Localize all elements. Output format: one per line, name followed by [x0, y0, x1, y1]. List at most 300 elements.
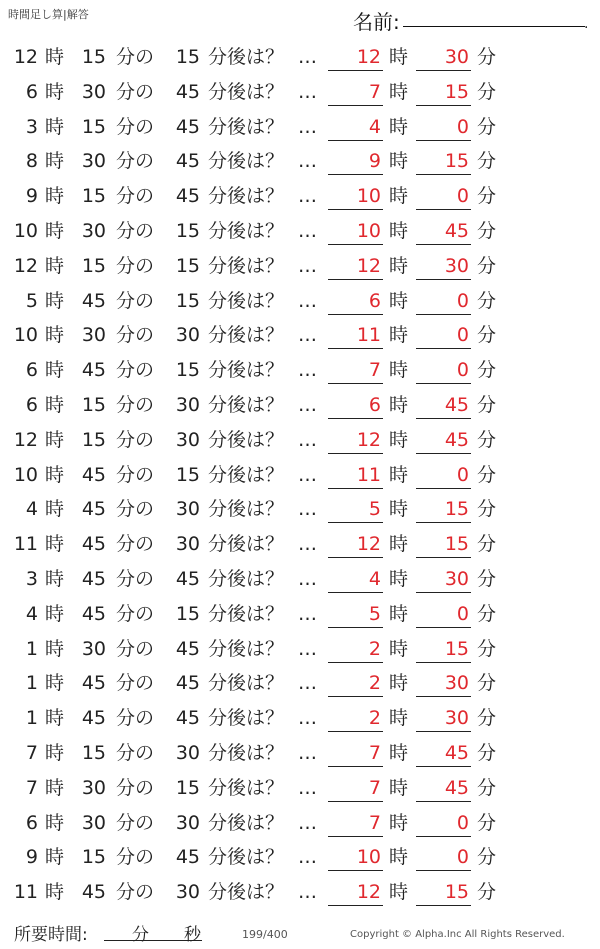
start-minute: 15: [81, 846, 106, 869]
start-hour: 6: [25, 811, 38, 834]
minute-of-label: 分の: [116, 881, 155, 904]
answer-minute-label: 分: [477, 707, 497, 730]
added-minutes: 30: [175, 428, 200, 451]
footer: [0, 914, 600, 944]
start-minute: 30: [81, 811, 106, 834]
answer-hour-label: 時: [389, 289, 409, 312]
hour-label: 時: [45, 846, 65, 869]
answer-hour-label: 時: [389, 254, 409, 277]
start-hour: 5: [25, 289, 38, 312]
after-question-label: 分後は？: [208, 289, 285, 312]
answer-minute-label: 分: [477, 567, 497, 590]
after-question-label: 分後は？: [208, 881, 285, 904]
hour-label: 時: [45, 150, 65, 173]
answer-hour[interactable]: 2: [328, 632, 383, 663]
hour-label: 時: [45, 707, 65, 730]
start-minute: 15: [81, 185, 106, 208]
problem-row: [0, 318, 600, 353]
added-minutes: 45: [175, 185, 200, 208]
answer-minute[interactable]: 0: [416, 458, 471, 489]
hour-label: 時: [45, 46, 65, 68]
hour-label: 時: [45, 324, 65, 347]
answer-hour[interactable]: 12: [328, 527, 383, 558]
answer-minute-label: 分: [477, 533, 497, 556]
added-minutes: 15: [175, 463, 200, 486]
answer-minute[interactable]: 0: [416, 806, 471, 837]
start-hour: 12: [13, 428, 38, 451]
answer-minute[interactable]: 45: [416, 214, 471, 245]
start-hour: 6: [25, 359, 38, 382]
start-minute: 15: [81, 254, 106, 277]
answer-hour-label: 時: [389, 672, 409, 695]
start-hour: 7: [25, 741, 38, 764]
answer-hour[interactable]: 2: [328, 701, 383, 732]
after-question-label: 分後は？: [208, 811, 285, 834]
name-field-end-dot: .: [584, 16, 589, 32]
problem-row: [0, 144, 600, 179]
answer-minute[interactable]: 15: [416, 492, 471, 523]
start-minute: 45: [81, 881, 106, 904]
page-number: 199/400: [242, 928, 288, 941]
problem-row: [0, 249, 600, 284]
start-hour: 9: [25, 185, 38, 208]
answer-hour[interactable]: 2: [328, 666, 383, 697]
hour-label: 時: [45, 219, 65, 242]
hour-label: 時: [45, 498, 65, 521]
answer-hour-label: 時: [389, 115, 409, 138]
answer-minute[interactable]: 45: [416, 423, 471, 454]
answer-minute[interactable]: 0: [416, 597, 471, 628]
start-hour: 4: [25, 498, 38, 521]
problem-list: [0, 40, 600, 910]
ellipsis: …: [298, 533, 317, 556]
answer-hour[interactable]: 12: [328, 40, 383, 71]
answer-minute-label: 分: [477, 602, 497, 625]
minute-of-label: 分の: [116, 567, 155, 590]
answer-minute[interactable]: 15: [416, 144, 471, 175]
after-question-label: 分後は？: [208, 498, 285, 521]
added-minutes: 45: [175, 80, 200, 103]
ellipsis: …: [298, 324, 317, 347]
minute-of-label: 分の: [116, 359, 155, 382]
ellipsis: …: [298, 115, 317, 138]
start-hour: 7: [25, 776, 38, 799]
added-minutes: 30: [175, 881, 200, 904]
hour-label: 時: [45, 533, 65, 556]
answer-minute[interactable]: 15: [416, 875, 471, 906]
hour-label: 時: [45, 881, 65, 904]
answer-minute-label: 分: [477, 185, 497, 208]
minute-of-label: 分の: [116, 150, 155, 173]
answer-minute[interactable]: 0: [416, 179, 471, 210]
answer-minute-label: 分: [477, 498, 497, 521]
answer-hour-label: 時: [389, 498, 409, 521]
minute-of-label: 分の: [116, 637, 155, 660]
start-minute: 45: [81, 567, 106, 590]
added-minutes: 30: [175, 324, 200, 347]
ellipsis: …: [298, 707, 317, 730]
start-hour: 6: [25, 393, 38, 416]
answer-minute-label: 分: [477, 359, 497, 382]
hour-label: 時: [45, 776, 65, 799]
ellipsis: …: [298, 498, 317, 521]
problem-row: [0, 110, 600, 145]
after-question-label: 分後は？: [208, 741, 285, 764]
start-minute: 30: [81, 776, 106, 799]
minute-of-label: 分の: [116, 185, 155, 208]
answer-minute-label: 分: [477, 463, 497, 486]
after-question-label: 分後は？: [208, 463, 285, 486]
answer-hour-label: 時: [389, 80, 409, 103]
copyright: Copyright © Alpha.Inc All Rights Reserved.: [350, 929, 565, 940]
answer-minute[interactable]: 15: [416, 75, 471, 106]
minute-of-label: 分の: [116, 219, 155, 242]
added-minutes: 45: [175, 707, 200, 730]
start-hour: 9: [25, 846, 38, 869]
minute-of-label: 分の: [116, 498, 155, 521]
start-hour: 1: [25, 707, 38, 730]
answer-minute[interactable]: 15: [416, 527, 471, 558]
answer-minute[interactable]: 30: [416, 249, 471, 280]
answer-minute-label: 分: [477, 254, 497, 277]
answer-minute-label: 分: [477, 741, 497, 764]
ellipsis: …: [298, 393, 317, 416]
start-hour: 11: [13, 881, 38, 904]
ellipsis: …: [298, 185, 317, 208]
problem-row: [0, 458, 600, 493]
problem-row: [0, 840, 600, 875]
problem-row: [0, 736, 600, 771]
answer-hour-label: 時: [389, 359, 409, 382]
ellipsis: …: [298, 567, 317, 590]
answer-hour[interactable]: 10: [328, 840, 383, 871]
minute-of-label: 分の: [116, 428, 155, 451]
answer-hour[interactable]: 11: [328, 318, 383, 349]
start-minute: 15: [81, 741, 106, 764]
after-question-label: 分後は？: [208, 150, 285, 173]
start-hour: 10: [13, 219, 38, 242]
answer-hour-label: 時: [389, 219, 409, 242]
minute-of-label: 分の: [116, 707, 155, 730]
after-question-label: 分後は？: [208, 393, 285, 416]
start-hour: 10: [13, 463, 38, 486]
start-minute: 30: [81, 219, 106, 242]
start-minute: 15: [81, 393, 106, 416]
start-minute: 30: [81, 150, 106, 173]
answer-hour[interactable]: 9: [328, 144, 383, 175]
minute-of-label: 分の: [116, 776, 155, 799]
added-minutes: 45: [175, 150, 200, 173]
start-minute: 45: [81, 707, 106, 730]
start-minute: 45: [81, 359, 106, 382]
minute-of-label: 分の: [116, 846, 155, 869]
added-minutes: 45: [175, 567, 200, 590]
hour-label: 時: [45, 359, 65, 382]
ellipsis: …: [298, 881, 317, 904]
ellipsis: …: [298, 219, 317, 242]
start-minute: 30: [81, 324, 106, 347]
minute-of-label: 分の: [116, 324, 155, 347]
start-hour: 4: [25, 602, 38, 625]
minute-of-label: 分の: [116, 602, 155, 625]
start-hour: 8: [25, 150, 38, 173]
answer-minute-label: 分: [477, 324, 497, 347]
name-label: 名前:: [353, 10, 400, 34]
answer-minute-label: 分: [477, 672, 497, 695]
answer-hour[interactable]: 4: [328, 110, 383, 141]
problem-row: [0, 632, 600, 667]
answer-hour-label: 時: [389, 567, 409, 590]
hour-label: 時: [45, 115, 65, 138]
minute-of-label: 分の: [116, 393, 155, 416]
problem-row: [0, 353, 600, 388]
after-question-label: 分後は？: [208, 359, 285, 382]
minute-of-label: 分の: [116, 811, 155, 834]
start-hour: 12: [13, 46, 38, 68]
after-question-label: 分後は？: [208, 324, 285, 347]
minute-of-label: 分の: [116, 289, 155, 312]
ellipsis: …: [298, 846, 317, 869]
problem-row: [0, 284, 600, 319]
answer-hour-label: 時: [389, 881, 409, 904]
hour-label: 時: [45, 672, 65, 695]
answer-hour[interactable]: 12: [328, 249, 383, 280]
answer-hour-label: 時: [389, 393, 409, 416]
after-question-label: 分後は？: [208, 80, 285, 103]
answer-minute[interactable]: 30: [416, 40, 471, 71]
added-minutes: 15: [175, 359, 200, 382]
after-question-label: 分後は？: [208, 602, 285, 625]
problem-row: [0, 179, 600, 214]
answer-minute[interactable]: 45: [416, 388, 471, 419]
start-hour: 3: [25, 567, 38, 590]
answer-hour[interactable]: 6: [328, 388, 383, 419]
answer-minute-label: 分: [477, 115, 497, 138]
after-question-label: 分後は？: [208, 219, 285, 242]
problem-row: [0, 527, 600, 562]
added-minutes: 15: [175, 602, 200, 625]
after-question-label: 分後は？: [208, 707, 285, 730]
added-minutes: 45: [175, 115, 200, 138]
required-time-second-unit: 秒: [184, 925, 201, 945]
answer-minute-label: 分: [477, 846, 497, 869]
start-minute: 30: [81, 637, 106, 660]
answer-hour-label: 時: [389, 150, 409, 173]
answer-minute[interactable]: 30: [416, 666, 471, 697]
answer-hour[interactable]: 10: [328, 179, 383, 210]
after-question-label: 分後は？: [208, 254, 285, 277]
problem-row: [0, 75, 600, 110]
minute-of-label: 分の: [116, 46, 155, 68]
start-minute: 45: [81, 672, 106, 695]
added-minutes: 15: [175, 289, 200, 312]
answer-hour[interactable]: 5: [328, 492, 383, 523]
hour-label: 時: [45, 254, 65, 277]
start-minute: 15: [81, 46, 106, 68]
minute-of-label: 分の: [116, 254, 155, 277]
answer-minute[interactable]: 0: [416, 318, 471, 349]
after-question-label: 分後は？: [208, 776, 285, 799]
ellipsis: …: [298, 359, 317, 382]
ellipsis: …: [298, 776, 317, 799]
answer-minute[interactable]: 30: [416, 562, 471, 593]
after-question-label: 分後は？: [208, 637, 285, 660]
minute-of-label: 分の: [116, 533, 155, 556]
after-question-label: 分後は？: [208, 115, 285, 138]
start-minute: 45: [81, 498, 106, 521]
answer-minute[interactable]: 45: [416, 771, 471, 802]
hour-label: 時: [45, 80, 65, 103]
answer-hour-label: 時: [389, 811, 409, 834]
ellipsis: …: [298, 811, 317, 834]
problem-row: [0, 701, 600, 736]
problem-row: [0, 666, 600, 701]
answer-hour[interactable]: 12: [328, 423, 383, 454]
answer-minute-label: 分: [477, 811, 497, 834]
answer-minute-label: 分: [477, 219, 497, 242]
answer-hour[interactable]: 11: [328, 458, 383, 489]
hour-label: 時: [45, 602, 65, 625]
answer-hour[interactable]: 7: [328, 353, 383, 384]
start-minute: 45: [81, 463, 106, 486]
problem-row: [0, 597, 600, 632]
after-question-label: 分後は？: [208, 567, 285, 590]
start-minute: 15: [81, 115, 106, 138]
added-minutes: 15: [175, 254, 200, 277]
hour-label: 時: [45, 185, 65, 208]
answer-minute-label: 分: [477, 881, 497, 904]
hour-label: 時: [45, 811, 65, 834]
start-hour: 11: [13, 533, 38, 556]
ellipsis: …: [298, 637, 317, 660]
answer-minute-label: 分: [477, 776, 497, 799]
problem-row: [0, 423, 600, 458]
start-minute: 45: [81, 602, 106, 625]
after-question-label: 分後は？: [208, 846, 285, 869]
minute-of-label: 分の: [116, 741, 155, 764]
after-question-label: 分後は？: [208, 428, 285, 451]
ellipsis: …: [298, 46, 317, 68]
minute-of-label: 分の: [116, 115, 155, 138]
ellipsis: …: [298, 150, 317, 173]
problem-row: [0, 214, 600, 249]
added-minutes: 30: [175, 393, 200, 416]
worksheet-title: 時間足し算|解答: [8, 8, 89, 21]
answer-hour-label: 時: [389, 428, 409, 451]
answer-hour[interactable]: 12: [328, 875, 383, 906]
ellipsis: …: [298, 254, 317, 277]
start-hour: 12: [13, 254, 38, 277]
answer-minute-label: 分: [477, 637, 497, 660]
added-minutes: 45: [175, 672, 200, 695]
answer-minute[interactable]: 30: [416, 701, 471, 732]
answer-minute[interactable]: 0: [416, 353, 471, 384]
hour-label: 時: [45, 463, 65, 486]
answer-hour-label: 時: [389, 46, 409, 68]
after-question-label: 分後は？: [208, 672, 285, 695]
answer-minute[interactable]: 0: [416, 840, 471, 871]
answer-hour-label: 時: [389, 463, 409, 486]
name-field-line[interactable]: [403, 26, 585, 27]
after-question-label: 分後は？: [208, 533, 285, 556]
required-time-label: 所要時間:: [14, 925, 88, 945]
answer-hour[interactable]: 7: [328, 75, 383, 106]
minute-of-label: 分の: [116, 80, 155, 103]
answer-hour-label: 時: [389, 741, 409, 764]
hour-label: 時: [45, 741, 65, 764]
added-minutes: 30: [175, 533, 200, 556]
hour-label: 時: [45, 637, 65, 660]
answer-minute[interactable]: 0: [416, 110, 471, 141]
answer-minute-label: 分: [477, 393, 497, 416]
answer-hour-label: 時: [389, 846, 409, 869]
required-time-minute-unit: 分: [132, 925, 149, 945]
after-question-label: 分後は？: [208, 46, 285, 68]
problem-row: [0, 562, 600, 597]
answer-hour[interactable]: 7: [328, 736, 383, 767]
start-minute: 45: [81, 289, 106, 312]
answer-minute-label: 分: [477, 80, 497, 103]
answer-hour-label: 時: [389, 637, 409, 660]
minute-of-label: 分の: [116, 463, 155, 486]
after-question-label: 分後は？: [208, 185, 285, 208]
answer-hour[interactable]: 10: [328, 214, 383, 245]
ellipsis: …: [298, 463, 317, 486]
answer-minute-label: 分: [477, 46, 497, 68]
ellipsis: …: [298, 289, 317, 312]
hour-label: 時: [45, 428, 65, 451]
ellipsis: …: [298, 741, 317, 764]
problem-row: [0, 875, 600, 910]
added-minutes: 30: [175, 741, 200, 764]
added-minutes: 30: [175, 498, 200, 521]
hour-label: 時: [45, 567, 65, 590]
answer-minute-label: 分: [477, 289, 497, 312]
answer-minute[interactable]: 15: [416, 632, 471, 663]
answer-minute[interactable]: 45: [416, 736, 471, 767]
problem-row: [0, 806, 600, 841]
hour-label: 時: [45, 289, 65, 312]
added-minutes: 15: [175, 776, 200, 799]
start-minute: 30: [81, 80, 106, 103]
start-hour: 1: [25, 672, 38, 695]
answer-minute-label: 分: [477, 150, 497, 173]
answer-hour[interactable]: 5: [328, 597, 383, 628]
problem-row: [0, 388, 600, 423]
added-minutes: 30: [175, 811, 200, 834]
answer-hour-label: 時: [389, 533, 409, 556]
hour-label: 時: [45, 393, 65, 416]
answer-hour[interactable]: 7: [328, 771, 383, 802]
answer-hour-label: 時: [389, 324, 409, 347]
answer-hour[interactable]: 4: [328, 562, 383, 593]
problem-row: [0, 771, 600, 806]
ellipsis: …: [298, 80, 317, 103]
answer-minute[interactable]: 0: [416, 284, 471, 315]
ellipsis: …: [298, 428, 317, 451]
answer-hour[interactable]: 7: [328, 806, 383, 837]
answer-hour[interactable]: 6: [328, 284, 383, 315]
ellipsis: …: [298, 602, 317, 625]
added-minutes: 15: [175, 46, 200, 68]
start-minute: 15: [81, 428, 106, 451]
problem-row: [0, 492, 600, 527]
problem-row: [0, 40, 600, 75]
added-minutes: 45: [175, 637, 200, 660]
start-hour: 3: [25, 115, 38, 138]
start-hour: 1: [25, 637, 38, 660]
minute-of-label: 分の: [116, 672, 155, 695]
